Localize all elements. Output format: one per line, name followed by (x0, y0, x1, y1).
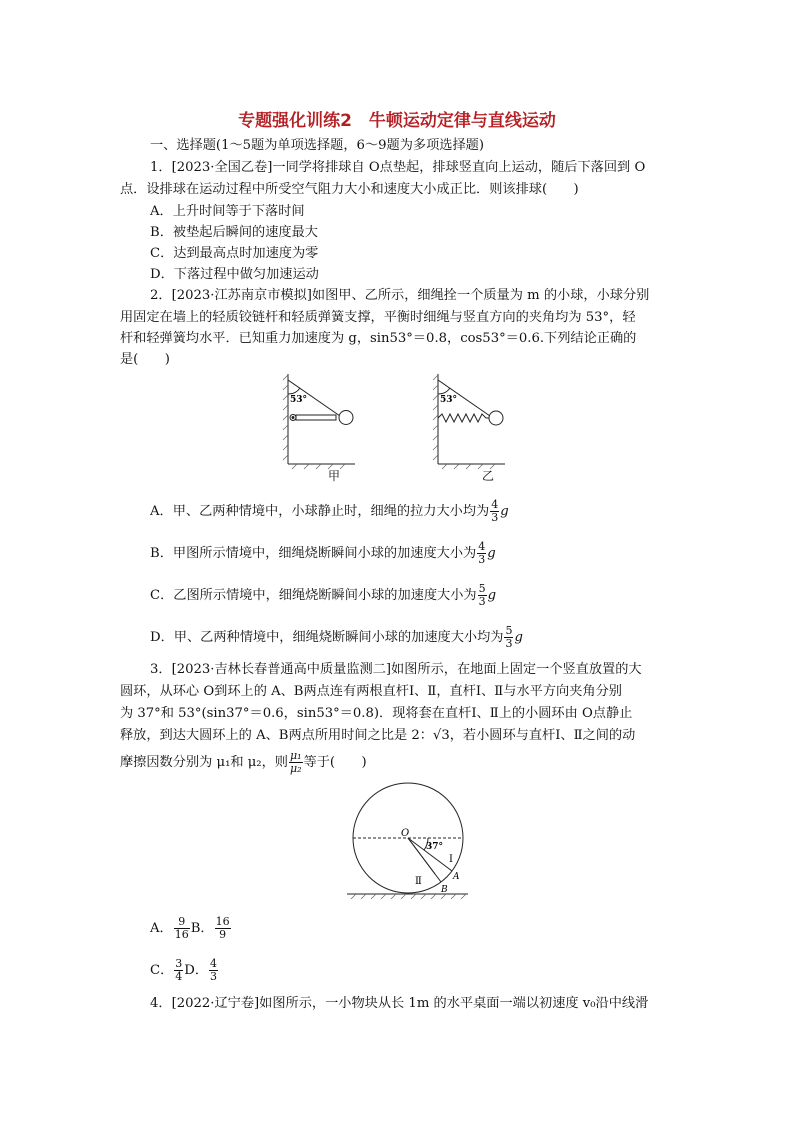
q4-line1: 4．[2022·辽宁卷]如图所示，一小物块从长 1m 的水平桌面一端以初速度 v₀沿中线滑 (150, 996, 649, 1011)
frac-num: 5 (505, 624, 513, 637)
q3-option-c-label: C． (150, 963, 174, 978)
frac-num: 4 (478, 540, 486, 553)
q3-option-d-label: D． (184, 963, 209, 978)
q3-line2: 圆环，从环心 O到环上的 A、B两点连有两根直杆Ⅰ、Ⅱ，直杆Ⅰ、Ⅱ与水平方向夹角分别 (120, 684, 622, 699)
q3-line5-text: 摩擦因数分别为 μ₁和 μ₂，则 (120, 755, 288, 770)
yi-angle-label: 53° (440, 395, 458, 405)
figure-jia (280, 372, 370, 477)
q2-line3: 杆和轻弹簧均水平．已知重力加速度为 g，sin53°＝0.8，cos53°＝0.6.下列结论正确的 (120, 331, 637, 346)
q2-line1: 2．[2023·江苏南京市模拟]如图甲、乙所示，细绳拴一个质量为 m 的小球，小球分别 (150, 288, 650, 303)
q1-option-a: A．上升时间等于下落时间 (150, 204, 305, 219)
q2-option-d-fraction (504, 625, 513, 650)
q1-option-c: C．达到最高点时加速度为零 (150, 246, 319, 261)
page-title: 专题强化训练2 牛顿运动定律与直线运动 (238, 111, 556, 131)
q1-line2: 点．设排球在运动过程中所受空气阻力大小和速度大小成正比．则该排球( ) (120, 182, 579, 197)
frac-num: 5 (478, 582, 486, 595)
figure-yi-label: 乙 (482, 469, 495, 483)
label-rod-i: Ⅰ (449, 854, 453, 865)
g-symbol: g (514, 630, 523, 645)
frac-num: 16 (215, 915, 230, 928)
label-b: B (441, 885, 448, 895)
section-heading: 一、选择题(1～5题为单项选择题，6～9题为多项选择题) (150, 138, 484, 153)
q2-option-b (150, 541, 496, 567)
frac-num: 9 (174, 916, 190, 929)
q3-line5-tail: 等于( ) (303, 755, 367, 770)
label-angle-37: 37° (426, 842, 444, 852)
frac-num: μ₁ (289, 749, 302, 762)
q2-option-c (150, 583, 496, 609)
frac-num: 4 (210, 957, 218, 970)
q3-option-a-label: A． (150, 921, 173, 936)
frac-den: 16 (174, 928, 189, 941)
q3-line3: 为 37°和 53°(sin37°＝0.6，sin53°＝0.8)．现将套在直杆Ⅰ、Ⅱ上的小圆环由 O点静止 (120, 706, 633, 721)
q2-option-b-text: B．甲图所示情境中，细绳烧断瞬间小球的加速度大小为 (150, 546, 477, 561)
q3-options-ab (150, 916, 232, 942)
q1-option-b: B．被垫起后瞬间的速度最大 (150, 225, 318, 240)
frac-den: 3 (505, 637, 513, 650)
g-symbol: g (487, 546, 496, 561)
q1-option-d: D．下落过程中做匀加速运动 (150, 267, 319, 282)
frac-den: 3 (478, 595, 486, 608)
frac-den: 3 (491, 511, 499, 524)
q3-option-b-fraction (215, 916, 231, 941)
frac-num: 4 (491, 498, 499, 511)
g-symbol: g (487, 588, 497, 603)
frac-den: μ₂ (289, 762, 302, 775)
q3-option-b-label: B． (190, 921, 214, 936)
frac-den: 3 (210, 970, 218, 983)
q3-options-cd (150, 958, 219, 984)
frac-num: 3 (175, 957, 183, 970)
figure-q3 (345, 782, 470, 907)
mu-ratio-fraction (289, 750, 303, 775)
q2-line4: 是( ) (120, 352, 170, 367)
label-o: O (401, 828, 410, 839)
q1-line1: 1．[2023·全国乙卷]一同学将排球自 O点垫起，排球竖直向上运动，随后下落回到 O (150, 160, 646, 175)
q2-option-a (150, 499, 509, 525)
label-rod-ii: Ⅱ (415, 876, 422, 887)
q3-line1: 3．[2023·吉林长春普通高中质量监测二]如图所示，在地面上固定一个竖直放置的大 (150, 662, 642, 677)
q2-option-a-text: A．甲、乙两种情境中，小球静止时，细绳的拉力大小均为 (150, 504, 490, 519)
frac-den: 3 (478, 553, 486, 566)
q3-option-c-fraction (174, 958, 183, 983)
q2-option-c-fraction (478, 583, 487, 608)
q2-option-b-fraction (477, 541, 486, 566)
q3-option-d-fraction (209, 958, 218, 983)
q2-option-d (150, 625, 523, 651)
q2-option-c-text: C．乙图所示情境中，细绳烧断瞬间小球的加速度大小为 (150, 588, 477, 603)
g-symbol: g (500, 504, 509, 519)
frac-den: 9 (219, 928, 227, 941)
q3-line5 (120, 750, 367, 776)
figure-jia-label: 甲 (328, 469, 341, 483)
q3-line4: 释放，到达大圆环上的 A、B两点所用时间之比是 2：√3，若小圆环与直杆Ⅰ、Ⅱ之间的动 (120, 728, 636, 743)
q2-option-d-text: D．甲、乙两种情境中，细绳烧断瞬间小球的加速度大小均为 (150, 630, 504, 645)
label-a: A (453, 872, 460, 882)
q2-line2: 用固定在墙上的轻质铰链杆和轻质弹簧支撑，平衡时细绳与竖直方向的夹角均为 53°，轻 (120, 310, 636, 325)
frac-den: 4 (175, 970, 183, 983)
jia-angle-label: 53° (290, 395, 308, 405)
q2-option-a-fraction (490, 499, 499, 524)
figure-yi (430, 372, 520, 477)
q3-option-a-fraction (174, 916, 190, 941)
